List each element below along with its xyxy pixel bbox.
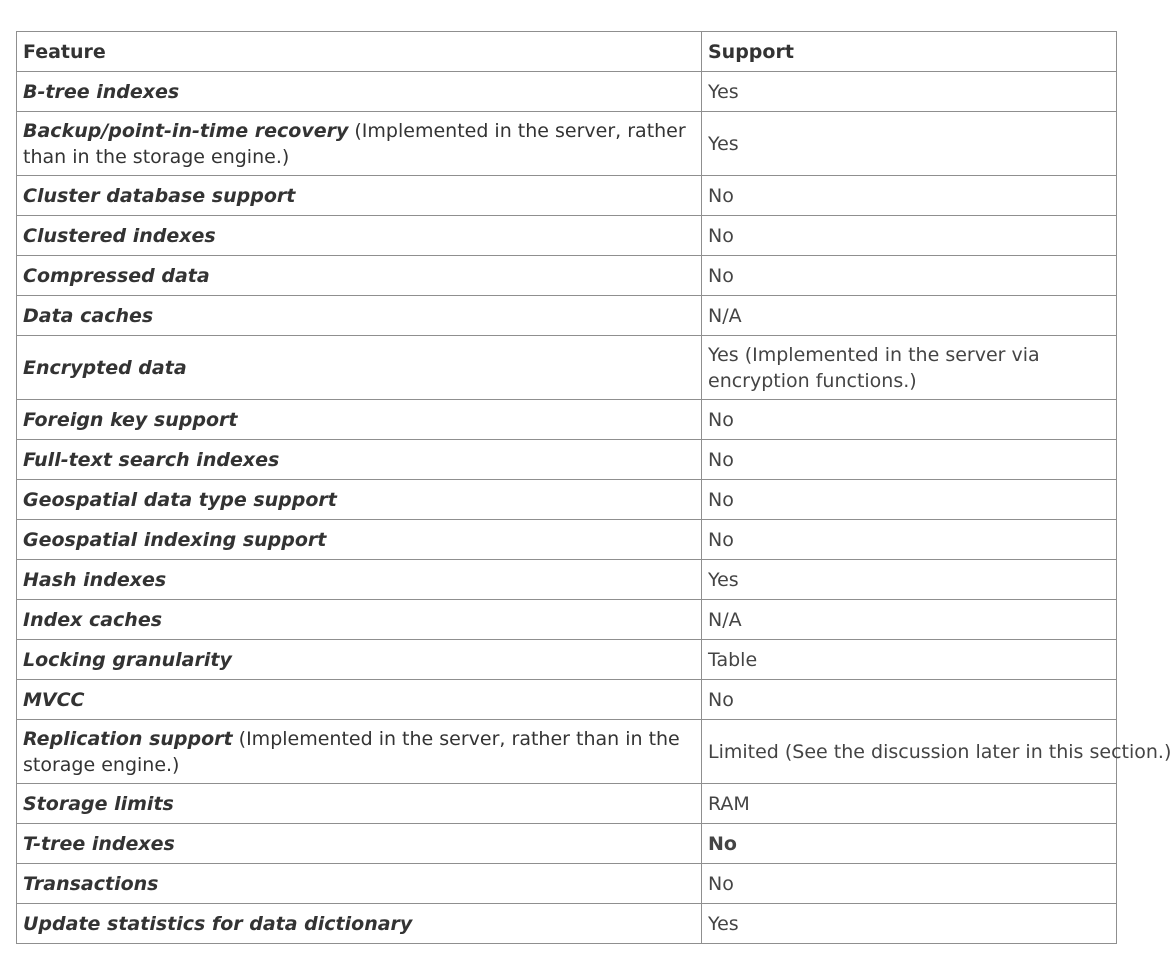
support-cell: N/A — [702, 296, 1117, 336]
support-cell: Yes — [702, 904, 1117, 944]
feature-name: Cluster database support — [23, 185, 296, 207]
table-row — [17, 904, 1117, 944]
feature-cell — [17, 216, 702, 256]
feature-cell — [17, 824, 702, 864]
feature-cell — [17, 400, 702, 440]
support-cell: No — [702, 864, 1117, 904]
feature-name: Storage limits — [23, 793, 174, 815]
feature-note: (Implemented in the server, rather than in the storage engine.) — [23, 728, 680, 776]
feature-name: Data caches — [23, 305, 154, 327]
feature-cell — [17, 600, 702, 640]
table-row — [17, 520, 1117, 560]
feature-cell — [17, 296, 702, 336]
table-row — [17, 720, 1117, 784]
support-cell: N/A — [702, 600, 1117, 640]
support-cell: Yes — [702, 112, 1117, 176]
table-row — [17, 640, 1117, 680]
feature-note: (Implemented in the server, rather than in the storage engine.) — [23, 120, 686, 168]
feature-cell — [17, 336, 702, 400]
feature-table-container — [16, 31, 1171, 944]
feature-cell — [17, 176, 702, 216]
table-row — [17, 216, 1117, 256]
support-cell: No — [702, 400, 1117, 440]
feature-cell — [17, 112, 702, 176]
table-row — [17, 112, 1117, 176]
feature-column-header: Feature — [17, 32, 702, 72]
feature-cell — [17, 680, 702, 720]
feature-name: Update statistics for data dictionary — [23, 913, 413, 935]
feature-name: Foreign key support — [23, 409, 238, 431]
support-cell: Limited (See the discussion later in this section.) — [702, 720, 1117, 784]
table-row — [17, 440, 1117, 480]
feature-cell — [17, 520, 702, 560]
feature-name: Backup/point-in-time recovery — [23, 120, 349, 142]
support-cell: RAM — [702, 784, 1117, 824]
table-row — [17, 72, 1117, 112]
support-column-header: Support — [702, 32, 1117, 72]
table-row — [17, 336, 1117, 400]
feature-cell — [17, 72, 702, 112]
feature-name: B-tree indexes — [23, 81, 180, 103]
table-row — [17, 824, 1117, 864]
feature-cell — [17, 256, 702, 296]
feature-name: Full-text search indexes — [23, 449, 280, 471]
table-row — [17, 784, 1117, 824]
feature-cell — [17, 480, 702, 520]
table-row — [17, 480, 1117, 520]
feature-name: Geospatial indexing support — [23, 529, 327, 551]
table-row — [17, 600, 1117, 640]
feature-support-table — [16, 31, 1171, 944]
support-cell: No — [702, 176, 1117, 216]
feature-name: Encrypted data — [23, 357, 187, 379]
feature-name: T-tree indexes — [23, 833, 175, 855]
support-cell: No — [702, 440, 1117, 480]
support-cell: Table — [702, 640, 1117, 680]
feature-name: Compressed data — [23, 265, 210, 287]
support-cell: No — [702, 680, 1117, 720]
table-row — [17, 296, 1117, 336]
table-row — [17, 176, 1117, 216]
feature-cell — [17, 864, 702, 904]
feature-cell — [17, 904, 702, 944]
feature-name: Locking granularity — [23, 649, 232, 671]
feature-name: Geospatial data type support — [23, 489, 337, 511]
feature-name: Replication support — [23, 728, 233, 750]
feature-name: Clustered indexes — [23, 225, 216, 247]
feature-name: Hash indexes — [23, 569, 167, 591]
table-header-row — [17, 32, 1117, 72]
table-row — [17, 864, 1117, 904]
support-cell: No — [702, 480, 1117, 520]
support-cell: Yes — [702, 72, 1117, 112]
table-row — [17, 680, 1117, 720]
feature-cell — [17, 640, 702, 680]
support-cell: No — [702, 520, 1117, 560]
feature-cell — [17, 784, 702, 824]
feature-cell — [17, 440, 702, 480]
table-row — [17, 400, 1117, 440]
support-cell: Yes (Implemented in the server via encryption functions.) — [702, 336, 1117, 400]
support-cell: No — [702, 216, 1117, 256]
table-row — [17, 256, 1117, 296]
feature-cell — [17, 720, 702, 784]
feature-cell — [17, 560, 702, 600]
support-cell: No — [702, 824, 1117, 864]
feature-name: MVCC — [23, 689, 85, 711]
support-cell: Yes — [702, 560, 1117, 600]
table-row — [17, 560, 1117, 600]
support-cell: No — [702, 256, 1117, 296]
feature-name: Index caches — [23, 609, 163, 631]
feature-name: Transactions — [23, 873, 159, 895]
